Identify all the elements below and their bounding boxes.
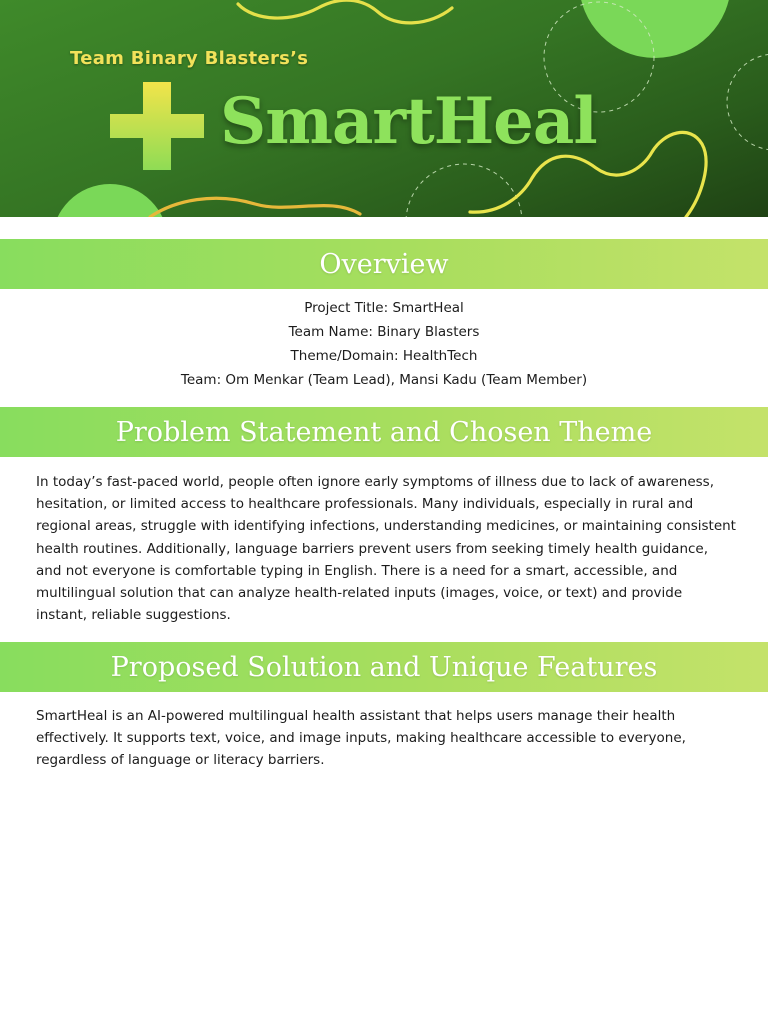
brand-title: SmartHeal [220,84,597,159]
decor-squiggle-top [238,0,452,23]
header-banner [0,0,768,217]
decor-squiggle-bottom-left [150,198,360,217]
solution-paragraph: SmartHeal is an AI-powered multilingual health assistant that helps users manage their health effectively. It supports text, voice, and image inputs, making healthcare accessible to everyone, regardless of language or literacy barriers. [36,708,686,769]
problem-heading: Problem Statement and Chosen Theme [115,416,653,448]
solution-heading-bar [0,642,768,692]
overview-details [0,296,768,392]
overview-heading: Overview [319,248,449,280]
decor-dashed-ring [406,164,522,217]
team-name-line: Team Name: Binary Blasters [288,324,480,340]
theme-line: Theme/Domain: HealthTech [290,348,478,364]
problem-heading-bar [0,407,768,457]
solution-heading: Proposed Solution and Unique Features [110,651,658,683]
decor-dashed-ring [727,54,768,150]
team-members-line: Team: Om Menkar (Team Lead), Mansi Kadu (Team Member) [180,372,588,388]
medical-cross-icon [110,82,204,170]
project-title-line: Project Title: SmartHeal [304,300,464,316]
decor-circle-top-right [579,0,731,58]
team-line: Team Binary Blasters’s [70,48,309,69]
overview-heading-bar [0,239,768,289]
problem-paragraph: In today’s fast-paced world, people often ignore early symptoms of illness due to lack of awareness, hesitation, or limited access to healthcare professionals. Many individuals, especially in rural and regional areas, struggle with identifying infections, understanding medicines, or maintaining consistent health routines. Additionally, language barriers prevent users from seeking timely health guidance, and not everyone is comfortable typing in English. There is a need for a smart, accessible, and multilingual solution that can analyze health-related inputs (images, voice, or text) and provide instant, reliable suggestions. [36,474,736,624]
decor-circle-bottom-left [52,184,168,217]
